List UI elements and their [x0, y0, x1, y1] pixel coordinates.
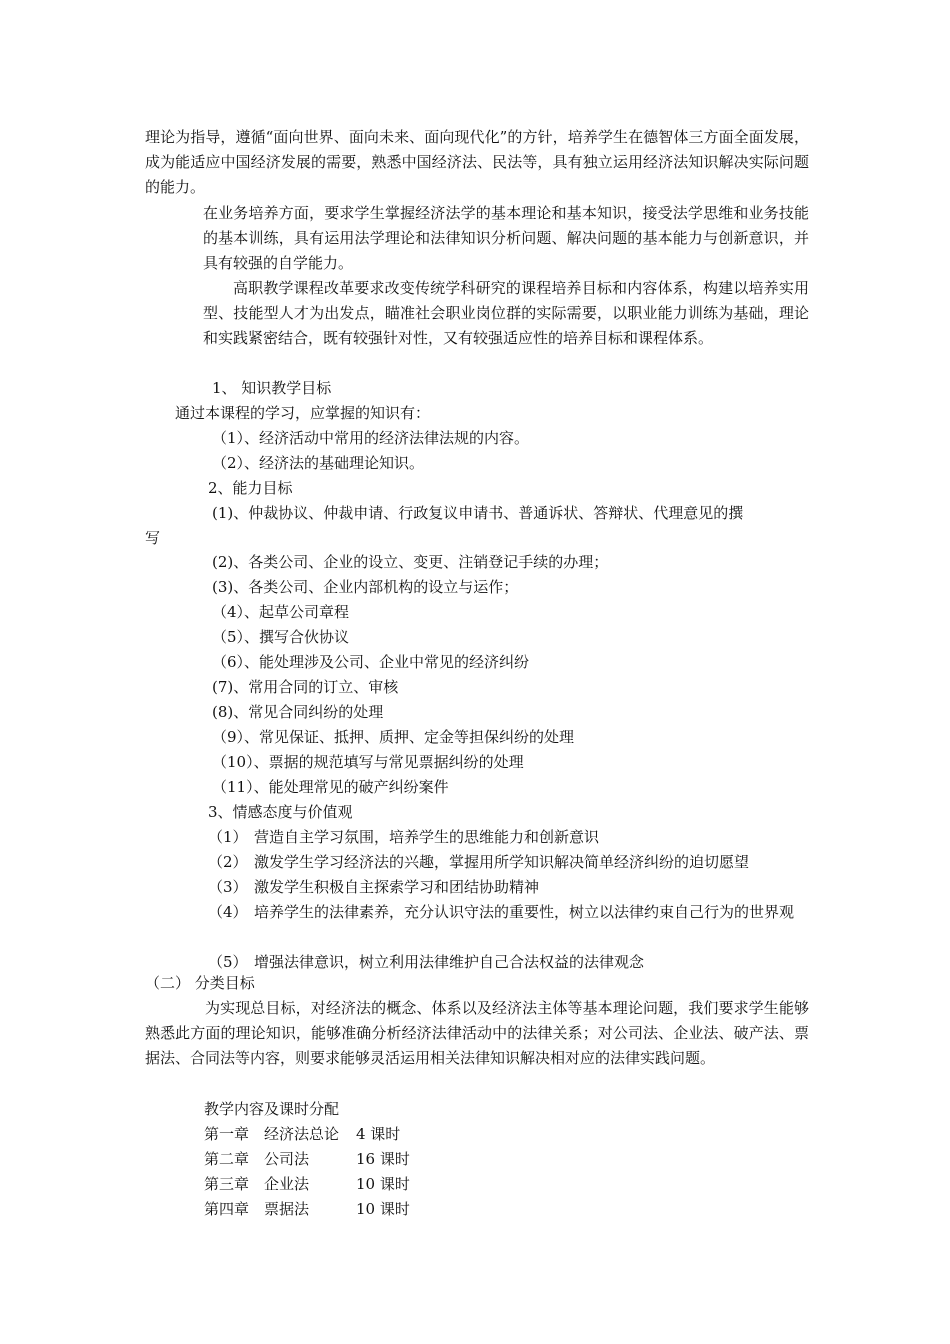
- ability-heading: 2、能力目标: [208, 479, 293, 497]
- knowledge-item: （1）、经济活动中常用的经济法律法规的内容。: [212, 429, 530, 447]
- attitude-item-text: 增强法律意识，树立利用法律维护自己合法权益的法律观念: [254, 953, 645, 971]
- section2-heading: （二） 分类目标: [145, 974, 255, 992]
- schedule-heading: 教学内容及课时分配: [204, 1100, 340, 1118]
- attitude-item-text: 激发学生积极自主探索学习和团结协助精神: [254, 878, 540, 896]
- ability-item: （11）、能处理常见的破产纠纷案件: [212, 778, 449, 796]
- attitude-item-number: （2）: [208, 853, 248, 871]
- attitude-item-number: （4）: [208, 903, 248, 921]
- attitude-item: [208, 825, 809, 850]
- schedule-row: [204, 1122, 400, 1147]
- chapter-title: 经济法总论: [264, 1125, 340, 1143]
- attitude-item: [208, 850, 809, 875]
- section2-paragraph: 为实现总目标，对经济法的概念、体系以及经济法主体等基本理论问题，我们要求学生能够熟悉此方面的理论知识，能够准确分析经济法律活动中的法律关系；对公司法、企业法、破产法、票据法、合同法等内容，则要求能够灵活运用相关法律知识解决相对应的法律实践问题。: [145, 999, 809, 1067]
- knowledge-item: （2）、经济法的基础理论知识。: [212, 454, 425, 472]
- business-paragraph: 在业务培养方面，要求学生掌握经济法学的基本理论和基本知识，接受法学思维和业务技能的基本训练，具有运用法学理论和法律知识分析问题、解决问题的基本能力与创新意识，并具有较强的自学能力。: [203, 204, 809, 272]
- intro-paragraph: 理论为指导，遵循“面向世界、面向未来、面向现代化”的方针，培养学生在德智体三方面全面发展，成为能适应中国经济发展的需要，熟悉中国经济法、民法等，具有独立运用经济法知识解决实际问题的能力。: [145, 128, 809, 196]
- chapter-title: 企业法: [264, 1175, 310, 1193]
- chapter-hours: 16 课时: [356, 1150, 410, 1168]
- attitude-item-text: 营造自主学习氛围，培养学生的思维能力和创新意识: [254, 828, 600, 846]
- attitude-item: [208, 900, 809, 925]
- attitude-item: [208, 875, 809, 900]
- attitude-item-number: （1）: [208, 828, 248, 846]
- knowledge-heading: 1、 知识教学目标: [212, 379, 332, 397]
- chapter-title: 票据法: [264, 1200, 310, 1218]
- chapter-number: 第一章: [204, 1125, 250, 1143]
- ability-item: （5）、撰写合伙协议: [212, 628, 350, 646]
- attitude-item-number: （3）: [208, 878, 248, 896]
- ability-item: (8)、常见合同纠纷的处理: [212, 703, 384, 721]
- ability-item: （6）、能处理涉及公司、企业中常见的经济纠纷: [212, 653, 530, 671]
- schedule-row: [204, 1147, 410, 1172]
- chapter-hours: 10 课时: [356, 1175, 410, 1193]
- attitude-item-text: 激发学生学习经济法的兴趣，掌握用所学知识解决简单经济纠纷的迫切愿望: [254, 853, 750, 871]
- ability-item: (7)、常用合同的订立、审核: [212, 678, 399, 696]
- chapter-hours: 4 课时: [356, 1125, 401, 1143]
- chapter-title: 公司法: [264, 1150, 310, 1168]
- attitude-item-number: （5）: [208, 953, 248, 971]
- attitude-heading: 3、情感态度与价值观: [208, 803, 353, 821]
- schedule-row: [204, 1172, 410, 1197]
- ability-item: （10）、票据的规范填写与常见票据纠纷的处理: [212, 753, 524, 771]
- ability-item: (2)、各类公司、企业的设立、变更、注销登记手续的办理；: [212, 553, 609, 571]
- ability-item: (3)、各类公司、企业内部机构的设立与运作；: [212, 578, 519, 596]
- ability-item: （9）、常见保证、抵押、质押、定金等担保纠纷的处理: [212, 728, 575, 746]
- attitude-item-text: 培养学生的法律素养，充分认识守法的重要性，树立以法律约束自己行为的世界观: [254, 903, 795, 921]
- attitude-item: [208, 950, 809, 975]
- ability-item: （4）、起草公司章程: [212, 603, 350, 621]
- knowledge-intro: 通过本课程的学习，应掌握的知识有：: [175, 404, 431, 422]
- ability-item-continuation: 写: [145, 529, 161, 547]
- reform-paragraph: 高职教学课程改革要求改变传统学科研究的课程培养目标和内容体系，构建以培养实用型、技能型人才为出发点，瞄准社会职业岗位群的实际需要，以职业能力训练为基础，理论和实践紧密结合，既有较强针对性，又有较强适应性的培养目标和课程体系。: [203, 279, 809, 347]
- chapter-number: 第二章: [204, 1150, 250, 1168]
- chapter-number: 第三章: [204, 1175, 250, 1193]
- ability-item: (1)、仲裁协议、仲裁申请、行政复议申请书、普通诉状、答辩状、代理意见的撰: [212, 504, 744, 522]
- schedule-row: [204, 1197, 410, 1222]
- chapter-number: 第四章: [204, 1200, 250, 1218]
- chapter-hours: 10 课时: [356, 1200, 410, 1218]
